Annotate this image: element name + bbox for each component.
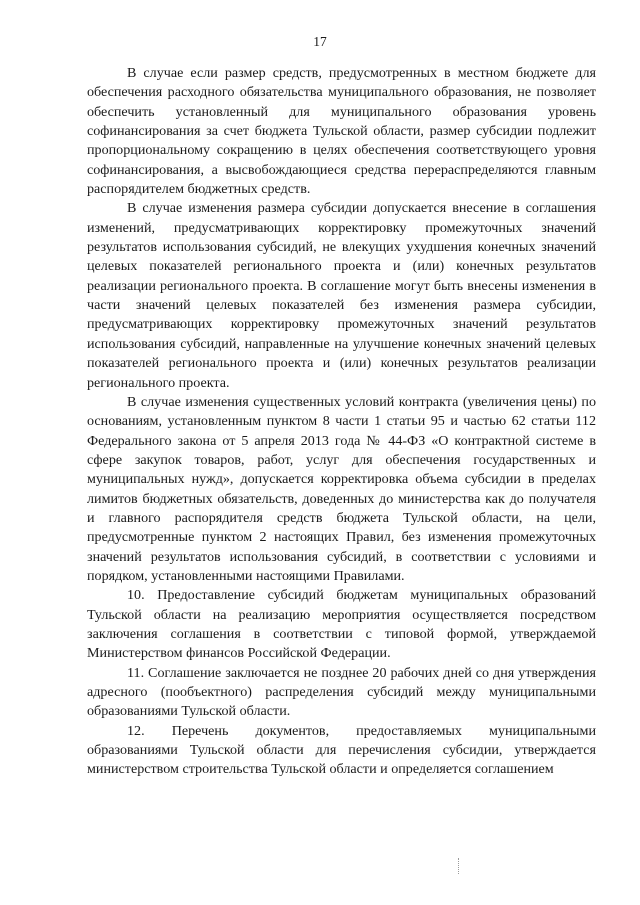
paragraph-subsidy-amount-change: В случае изменения размера субсидии допускается внесение в соглашения изменений, предусматривающих корректировку промежуточных значений результатов использования субсидий, не влекущих ухудшения конечных значений целевых показателей регионального проекта и (или) конечных результатов реализации регионального проекта. В соглашение могут быть внесены изменения в части значений целевых показателей без изменения размера субсидии, предусматривающих корректировку промежуточных значений результатов использования субсидий, направленные на улучшение конечных значений целевых показателей регионального проекта и (или) конечных результатов реализации регионального проекта. (87, 200, 596, 391)
paragraph-item-10: 10. Предоставление субсидий бюджетам муниципальных образований Тульской области на реализацию мероприятия осуществляется посредством заключения соглашения в соответствии с типовой формой, утверждаемой Министерством финансов Российской Федерации. (87, 587, 596, 662)
paragraph-cofinancing-reduction: В случае если размер средств, предусмотренных в местном бюджете для обеспечения расходного обязательства муниципального образования, не позволяет обеспечить установленный для муниципального образования уровень софинансирования за счет бюджета Тульской области, размер субсидии подлежит пропорциональному сокращению в целях обеспечения соответствующего уровня софинансирования, а высвобождающиеся средства перераспределяются главным распорядителем бюджетных средств. (87, 65, 596, 198)
document-body (87, 64, 596, 780)
paragraph-item-11: 11. Соглашение заключается не позднее 20 рабочих дней со дня утверждения адресного (пообъектного) распределения субсидий между муниципальными образованиями Тульской области. (87, 664, 596, 720)
page-number: 17 (313, 34, 327, 49)
paragraph-item-12: 12. Перечень документов, предоставляемых муниципальными образованиями Тульской области для перечисления субсидии, утверждается министерством строительства Тульской области и определяется соглашением (87, 722, 596, 778)
scan-artifact-mark (458, 858, 460, 874)
paragraph-contract-terms-change: В случае изменения существенных условий контракта (увеличения цены) по основаниям, установленным пунктом 8 части 1 статьи 95 и частью 62 статьи 112 Федерального закона от 5 апреля 2013 года № 44-ФЗ «О контрактной системе в сфере закупок товаров, работ, услуг для обеспечения государственных и муниципальных нужд», допускается корректировка объема субсидии в пределах лимитов бюджетных обязательств, доведенных до министерства как до получателя и главного распорядителя средств бюджета Тульской области, на цели, предусмотренные пунктом 2 настоящих Правил, без изменения промежуточных значений результатов использования субсидий, в соответствии с условиями и порядком, установленными настоящими Правилами. (87, 393, 596, 584)
